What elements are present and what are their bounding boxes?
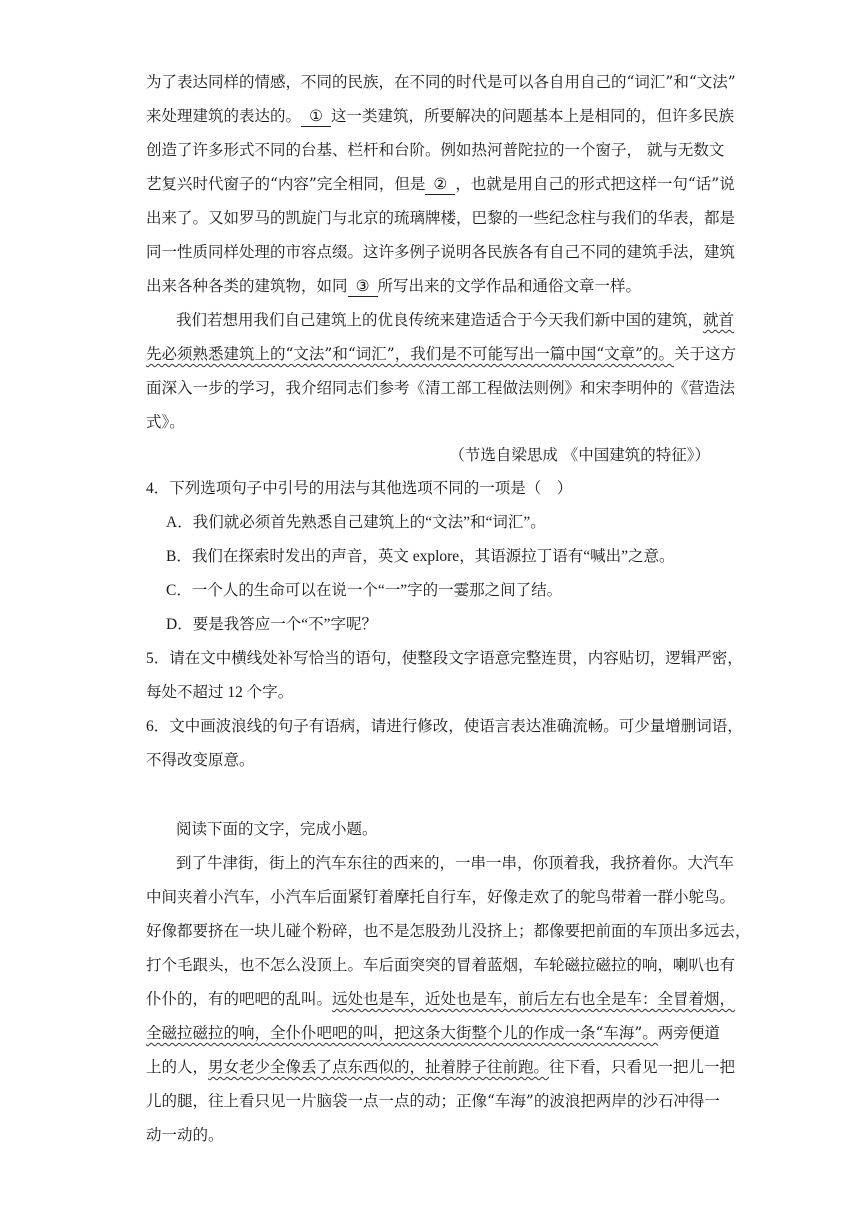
question-4-option-a: A．我们就必须首先熟悉自己建筑上的“文法”和“词汇”。 — [166, 514, 546, 531]
question-5-line-1: 5．请在文中横线处补写恰当的语句，使整段文字语意完整连贯，内容贴切，逻辑严密， — [146, 650, 743, 667]
passage2-line-3: 好像都要挤在一块儿碰个粉碎，也不是怎股劲儿没挤上；都像要把前面的车顶出多远去， — [146, 922, 751, 940]
question-4-option-b: B．我们在探索时发出的声音，英文 explore，其语源拉丁语有“喊出”之意。 — [166, 548, 675, 565]
passage1-line-7: 出来各种各类的建筑物，如同 ③ 所写出来的文学作品和通俗文章一样。 — [146, 277, 642, 295]
passage1-p2-line-2: 先必须熟悉建筑上的“文法”和“词汇”，我们是不可能写出一篇中国“文章”的。关于这方 — [146, 345, 737, 363]
wavy-sentence: 男女老少全像丢了点东西似的，扯着脖子往前跑。 — [208, 1058, 550, 1076]
passage1-line-5: 出来了。又如罗马的凯旋门与北京的琉璃牌楼，巴黎的一些纪念柱与我们的华表，都是 — [146, 209, 736, 227]
wavy-sentence: 远处也是车，近处也是车，前后左右也全是车：全冒着烟， — [332, 990, 736, 1008]
blank-3: ③ — [348, 276, 378, 297]
passage2-line-7: 上的人，男女老少全像丢了点东西似的，扯着脖子往前跑。往下看，只看见一把儿一把 — [146, 1058, 736, 1076]
blank-2: ② — [425, 174, 455, 195]
question-4-option-c: C．一个人的生命可以在说一个“一”字的一霎那之间了结。 — [166, 582, 563, 599]
question-4: 4．下列选项句子中引号的用法与其他选项不同的一项是（ ） — [146, 480, 573, 497]
passage2-intro: 阅读下面的文字，完成小题。 — [176, 821, 378, 838]
passage2-line-4: 打个毛跟头，也不怎么没顶上。车后面突突的冒着蓝烟，车轮磁拉磁拉的响，喇叭也有 — [146, 956, 736, 974]
wavy-sentence: 全磁拉磁拉的响，全仆仆吧吧的叫，把这条大街整个儿的作成一条“车海”。 — [146, 1024, 658, 1042]
passage2-line-2: 中间夹着小汽车，小汽车后面紧钉着摩托自行车，好像走欢了的鸵鸟带着一群小鸵鸟。 — [146, 888, 736, 906]
passage2-line-1: 到了牛津街，街上的汽车东往的西来的，一串一串，你顶着我，我挤着你。大汽车 — [176, 854, 735, 872]
passage2-line-8: 儿的腿，往上看只见一片脑袋一点一点的动；正像“车海”的波浪把两岸的沙石冲得一 — [146, 1092, 720, 1110]
question-6-line-1: 6．文中画波浪线的句子有语病，请进行修改，使语言表达准确流畅。可少量增删词语， — [146, 718, 743, 735]
blank-1: ① — [301, 106, 331, 127]
passage1-line-2: 来处理建筑的表达的。 ① 这一类建筑，所要解决的问题基本上是相同的，但许多民族 — [146, 107, 735, 125]
question-4-option-d: D．要是我答应一个“不”字呢？ — [166, 616, 377, 633]
question-5-line-2: 每处不超过 12 个字。 — [146, 684, 294, 701]
question-6-line-2: 不得改变原意。 — [146, 752, 255, 769]
passage1-p2-line-4: 式》。 — [146, 413, 185, 431]
source-citation: （节选自梁思成 《中国建筑的特征》） — [449, 446, 710, 464]
passage1-p2-line-1: 我们若想用我们自己建筑上的优良传统来建造适合于今天我们新中国的建筑，就首 — [176, 311, 735, 329]
passage2-line-6: 全磁拉磁拉的响，全仆仆吧吧的叫，把这条大街整个儿的作成一条“车海”。两旁便道 — [146, 1024, 720, 1042]
passage1-line-3: 创造了许多形式不同的台基、栏杆和台阶。例如热河普陀拉的一个窗子， 就与无数文 — [146, 141, 725, 159]
wavy-sentence: 就首 — [703, 311, 735, 329]
passage1-line-1: 为了表达同样的情感，不同的民族，在不同的时代是可以各自用自己的“词汇”和“文法” — [146, 73, 736, 91]
passage1-p2-line-3: 面深入一步的学习，我介绍同志们参考《清工部工程做法则例》和宋李明仲的《营造法 — [146, 379, 736, 397]
passage1-line-4: 艺复兴时代窗子的“内容”完全相同，但是 ② ，也就是用自己的形式把这样一句“话”说 — [146, 175, 735, 193]
passage2-line-5: 仆仆的，有的吧吧的乱叫。远处也是车，近处也是车，前后左右也全是车：全冒着烟， — [146, 990, 736, 1008]
wavy-sentence: 先必须熟悉建筑上的“文法”和“词汇”，我们是不可能写出一篇中国“文章”的。 — [146, 345, 675, 363]
passage1-line-6: 同一性质同样处理的市容点缀。这许多例子说明各民族各有自己不同的建筑手法，建筑 — [146, 243, 736, 261]
passage2-line-9: 动一动的。 — [146, 1126, 224, 1144]
